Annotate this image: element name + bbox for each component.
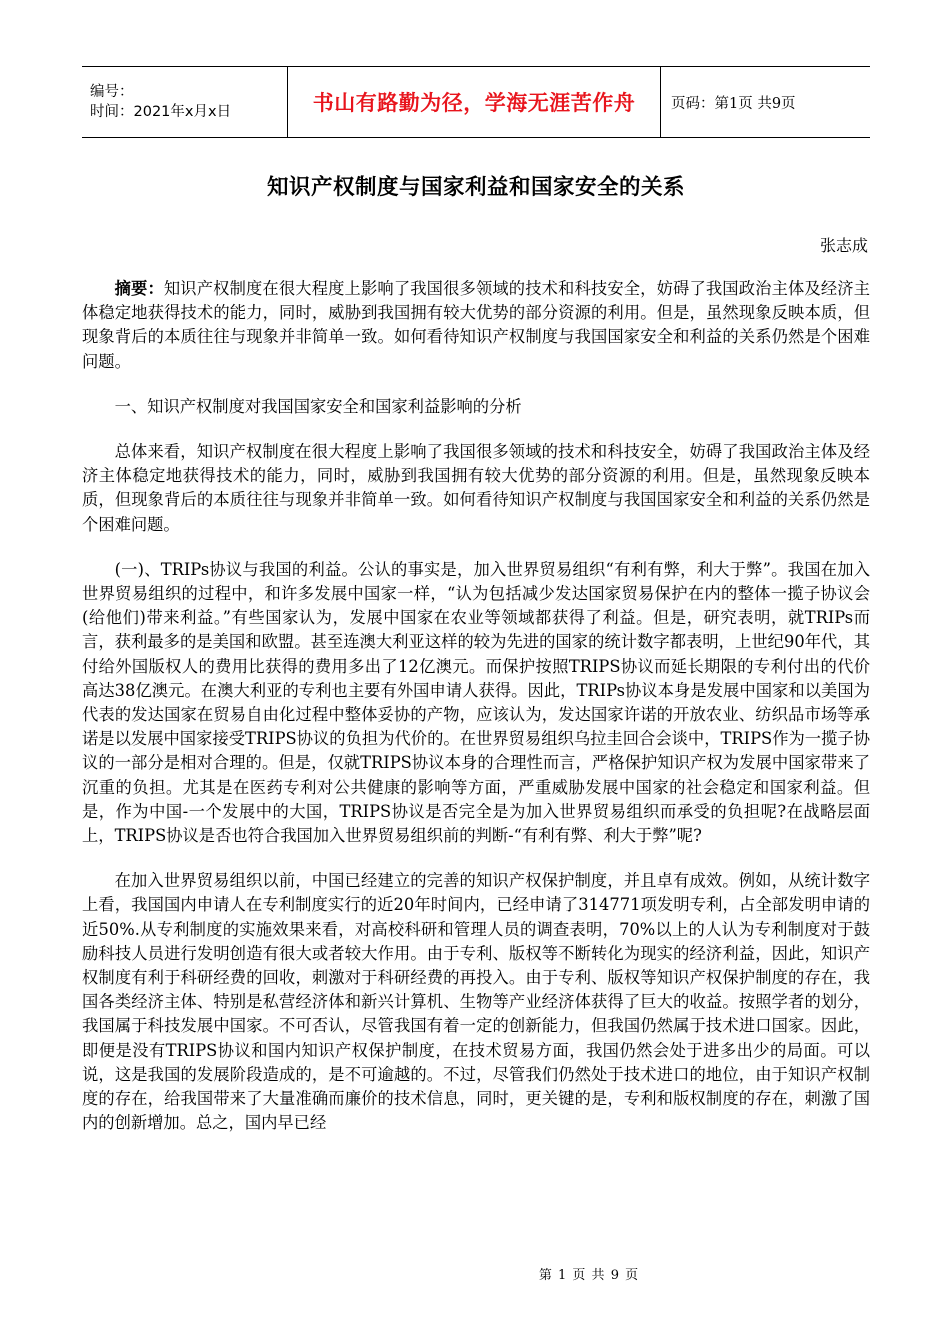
page-footer: 第 1 页 共 9 页	[538, 1268, 640, 1283]
document-title: 知识产权制度与国家利益和国家安全的关系	[266, 175, 685, 200]
number-label: 编号：	[90, 84, 134, 100]
section-heading: 一、知识产权制度对我国国家安全和国家利益影响的分析	[114, 396, 522, 416]
body-paragraph: (一)、TRIPs协议与我国的利益。公认的事实是，加入世界贸易组织“有利有弊，利大于弊”。我国在加入世界贸易组织的过程中，和许多发展中国家一样，“认为包括减少发达国家贸易保护在内的整体一揽子协议会(给他们)带来利益。”有些国家认为，发展中国家在农业等领域都获得了利益。但是，研究表明，就TRIPs而言，获利最多的是美国和欧盟。甚至连澳大利亚这样的较为先进的国家的统计数字都表明，上世纪90年代，其付给外国版权人的费用比获得的费用多出了12亿澳元。而保护按照TRIPS协议而延长期限的专利付出的代价高达38亿澳元。在澳大利亚的专利也主要有外国申请人获得。因此，TRIPs协议本身是发展中国家和以美国为代表的发达国家在贸易自由化过程中整体妥协的产物，应该认为，发达国家许诺的开放农业、纺织品市场等承诺是以发展中国家接受TRIPS协议的负担为代价的。在世界贸易组织乌拉圭回合会谈中，TRIPS作为一揽子协议的一部分是相对合理的。但是，仅就TRIPS协议本身的合理性而言，严格保护知识产权为发展中国家带来了沉重的负担。尤其是在医药专利对公共健康的影响等方面，严重威胁发展中国家的社会稳定和国家利益。但是，作为中国-一个发展中的大国，TRIPS协议是否完全是为加入世界贸易组织而承受的负担呢?在战略层面上，TRIPS协议是否也符合我国加入世界贸易组织前的判断-“有利有弊、利大于弊”呢?	[82, 559, 870, 846]
header-page-label: 页码：第1页 共9页	[671, 95, 796, 112]
abstract-label: 摘要：	[114, 279, 164, 298]
document-body	[82, 277, 870, 1157]
time-label: 时间：2021年x月x日	[90, 104, 232, 120]
abstract-text: 知识产权制度在很大程度上影响了我国很多领域的技术和科技安全，妨碍了我国政治主体及经济主体稳定地获得技术的能力，同时，威胁到我国拥有较大优势的部分资源的利用。但是，虽然现象反映本质，但现象背后的本质往往与现象并非简单一致。如何看待知识产权制度与我国国家安全和利益的关系仍然是个困难问题。	[82, 279, 870, 371]
body-paragraph: 在加入世界贸易组织以前，中国已经建立的完善的知识产权保护制度，并且卓有成效。例如，从统计数字上看，我国国内申请人在专利制度实行的近20年时间内，已经申请了314771项发明专利，占全部发明申请的近50%.从专利制度的实施效果来看，对高校科研和管理人员的调查表明，70%以上的人认为专利制度对于鼓励科技人员进行发明创造有很大或者较大作用。由于专利、版权等不断转化为现实的经济利益，因此，知识产权制度有利于科研经费的回收，刺激对于科研经费的再投入。由于专利、版权等知识产权保护制度的存在，我国各类经济主体、特别是私营经济体和新兴计算机、生物等产业经济体获得了巨大的收益。按照学者的划分，我国属于科技发展中国家。不可否认，尽管我国有着一定的创新能力，但我国仍然属于技术进口国家。因此，即便是没有TRIPS协议和国内知识产权保护制度，在技术贸易方面，我国仍然会处于进多出少的局面。可以说，这是我国的发展阶段造成的，是不可逾越的。不过，尽管我们仍然处于技术进口的地位，由于知识产权制度的存在，给我国带来了大量准确而廉价的技术信息，同时，更关键的是，专利和版权制度的存在，刺激了国内的创新增加。总之，国内早已经	[82, 871, 870, 1133]
abstract-paragraph	[82, 277, 870, 374]
page-header	[82, 66, 870, 138]
header-motto: 书山有路勤为径，学海无涯苦作舟	[288, 67, 661, 138]
body-paragraph: 总体来看，知识产权制度在很大程度上影响了我国很多领域的技术和科技安全，妨碍了我国政治主体及经济主体稳定地获得技术的能力，同时，威胁到我国拥有较大优势的部分资源的利用。但是，虽然现象反映本质，但现象背后的本质往往与现象并非简单一致。如何看待知识产权制度与我国国家安全和利益的关系仍然是个困难问题。	[82, 442, 870, 534]
header-meta	[82, 67, 288, 138]
author-name: 张志成	[819, 236, 868, 255]
